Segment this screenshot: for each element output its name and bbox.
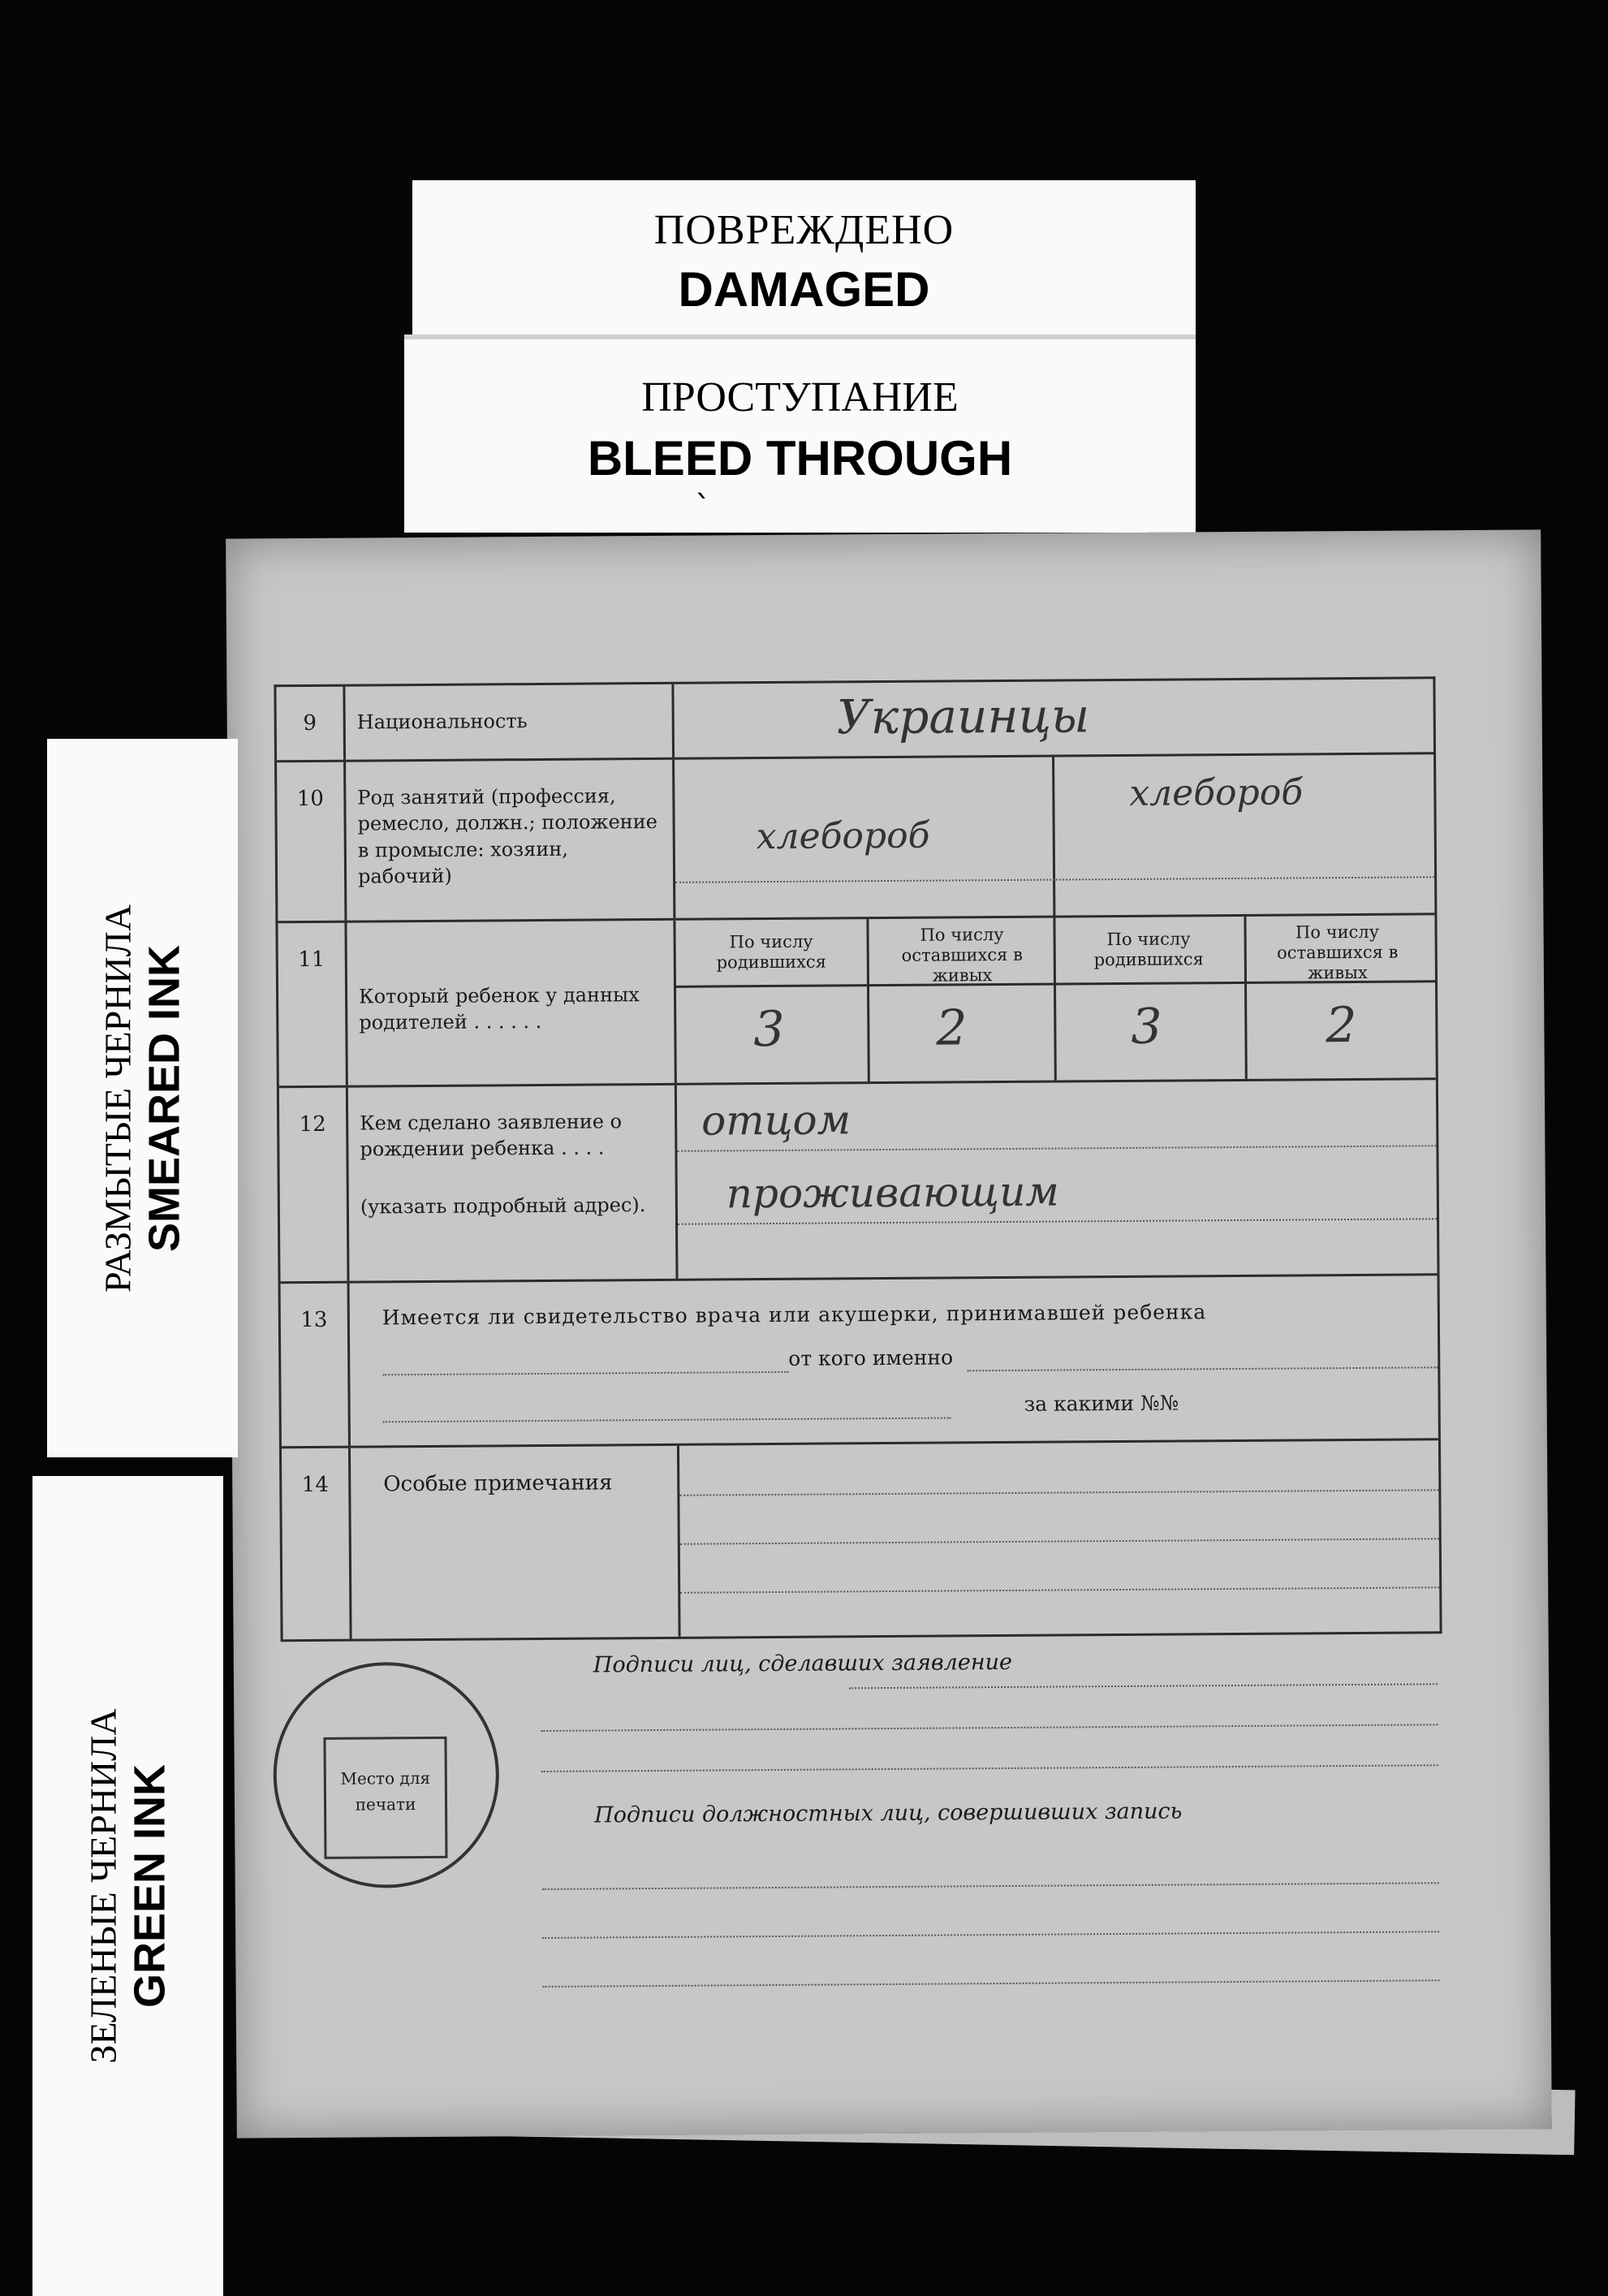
row-value: [675, 915, 1435, 1083]
column-divider: [1053, 918, 1056, 1081]
green-label-ru: ЗЕЛЕНЫЕ ЧЕРНИЛА: [82, 1708, 123, 2064]
row-number: 10: [277, 762, 347, 921]
row-value: [675, 754, 1434, 918]
row-declarant: [279, 1080, 1438, 1284]
row-certificate: [281, 1275, 1438, 1448]
handwritten-count: 2: [936, 999, 968, 1057]
row-occupation: [277, 754, 1434, 923]
row-value: [674, 679, 1433, 757]
address-hint: (указать подробный адрес).: [360, 1193, 646, 1219]
row-label: [348, 1085, 679, 1281]
dotted-line: [383, 1417, 951, 1422]
row-number: 14: [282, 1448, 352, 1640]
handwritten-address: проживающим: [726, 1167, 1059, 1218]
column-header: По числу родившихся: [716, 931, 826, 973]
signature-section: [281, 1622, 1440, 2020]
smeared-ink-label: [47, 739, 238, 1457]
dotted-line: [541, 1764, 1438, 1772]
row-value: [677, 1080, 1438, 1279]
column-header: По числу оставшихся в живых: [901, 925, 1023, 986]
dotted-line: [677, 1145, 1436, 1152]
row-number: 12: [279, 1088, 350, 1282]
row-number: 9: [276, 687, 346, 761]
dotted-line: [542, 1882, 1439, 1890]
certificate-question: Имеется ли свидетельство врача или акушерки, принимавшей ребенка: [382, 1300, 1207, 1330]
handwritten-nationality: Украинцы: [836, 688, 1090, 745]
column-divider: [1244, 917, 1247, 1079]
dotted-line: [679, 1489, 1438, 1496]
applicant-signatures-label: Подписи лиц, сделавших заявление: [593, 1649, 1013, 1678]
column-divider: [866, 919, 869, 1081]
row-value: [679, 1440, 1440, 1637]
record-page: [226, 529, 1552, 2138]
row-label: Род занятий (профессия, ремесло, должн.; положение в промысле: хозяин, рабочий): [346, 760, 675, 921]
green-label-en: GREEN INK: [125, 1763, 174, 2009]
official-signatures-label: Подписи должностных лиц, совершивших запись: [594, 1798, 1183, 1828]
bleed-label-ru: ПРОСТУПАНИЕ: [641, 374, 959, 421]
dotted-line: [967, 1366, 1438, 1371]
column-header: По числу родившихся: [1093, 929, 1204, 970]
handwritten-occupation-mother: хлебороб: [1129, 771, 1304, 814]
from-whom-label: от кого именно: [788, 1345, 954, 1370]
dotted-line: [542, 1931, 1439, 1939]
green-ink-label: [32, 1476, 223, 2296]
dotted-line: [543, 1979, 1440, 1987]
damaged-label-ru: ПОВРЕЖДЕНО: [653, 207, 955, 253]
damaged-label-en: DAMAGED: [678, 262, 930, 317]
handwritten-count: 3: [753, 1000, 785, 1059]
bleed-label-en: BLEED THROUGH: [587, 431, 1013, 486]
handwritten-count: 3: [1131, 998, 1162, 1055]
smeared-ink-text: [96, 904, 189, 1292]
dotted-line: [680, 1538, 1439, 1545]
row-label: Особые примечания: [351, 1446, 681, 1639]
row-label: Национальность: [345, 684, 675, 760]
column-divider: [1052, 757, 1055, 916]
row-notes: [282, 1440, 1440, 1642]
bleed-through-label: [404, 334, 1196, 533]
damaged-label: [412, 180, 1196, 334]
green-ink-text: [81, 1708, 175, 2063]
row-value: [350, 1275, 1438, 1445]
declarant-label: Кем сделано заявление о рождении ребенка . . . .: [360, 1110, 623, 1161]
row-number: 11: [278, 923, 347, 1086]
handwritten-occupation-father: хлебороб: [756, 814, 930, 858]
row-label: Который ребенок у данных родителей . . . . . .: [347, 921, 676, 1085]
dotted-line: [382, 1371, 788, 1375]
row-child-order: [278, 915, 1435, 1088]
numbers-label: за какими №№: [1024, 1391, 1179, 1416]
row-nationality: [276, 679, 1433, 762]
tick-mark: `: [695, 490, 711, 527]
handwritten-declarant: отцом: [701, 1096, 851, 1145]
dotted-line: [541, 1724, 1438, 1732]
dotted-line: [680, 1586, 1439, 1594]
stamp-place-box: Место для печати: [323, 1737, 447, 1859]
smeared-label-en: SMEARED INK: [140, 944, 188, 1252]
dotted-line: [849, 1683, 1438, 1689]
column-header: По числу оставшихся в живых: [1277, 921, 1399, 983]
official-stamp: [273, 1661, 500, 1888]
dotted-line: [678, 1218, 1437, 1225]
record-form: [274, 676, 1442, 1642]
handwritten-count: 2: [1326, 996, 1357, 1055]
smeared-label-ru: РАЗМЫТЫЕ ЧЕРНИЛА: [97, 904, 138, 1293]
row-number: 13: [281, 1284, 351, 1447]
